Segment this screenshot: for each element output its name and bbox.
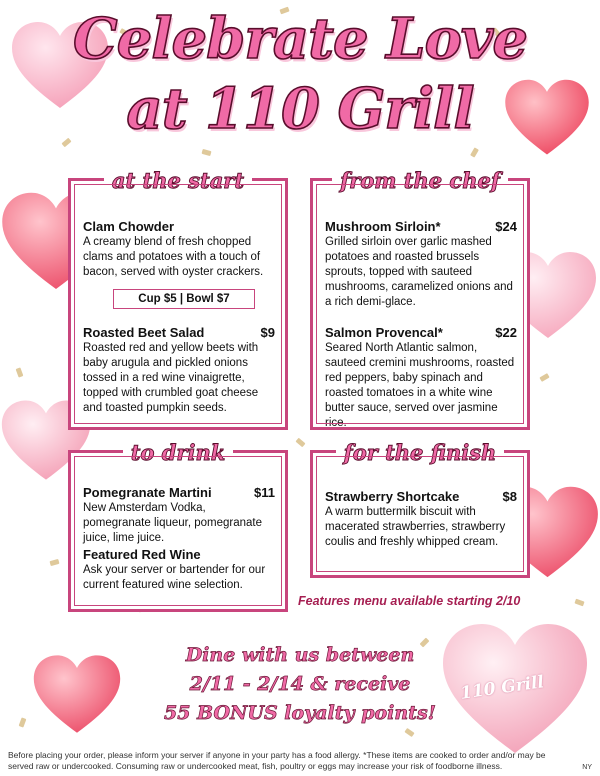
confetti bbox=[50, 559, 60, 566]
confetti bbox=[16, 367, 24, 377]
page-title-line1: Celebrate Love bbox=[73, 6, 527, 72]
section-to-drink bbox=[68, 440, 288, 612]
item-name: Featured Red Wine bbox=[83, 547, 201, 562]
section-heading: for the finish bbox=[336, 440, 505, 465]
item-description: Roasted red and yellow beets with baby arugula and pickled onions tossed in a red wine vinaigrette, topped with crumbled goat cheese and toasted pumpkin seeds. bbox=[83, 342, 259, 414]
menu-item bbox=[83, 325, 275, 416]
item-name: Roasted Beet Salad bbox=[83, 325, 205, 340]
confetti bbox=[295, 438, 305, 448]
item-description: Ask your server or bartender for our current featured wine selection. bbox=[83, 564, 266, 591]
section-heading: from the chef bbox=[332, 168, 508, 193]
item-price: $9 bbox=[260, 325, 275, 340]
section-at-the-start bbox=[68, 168, 288, 430]
menu-item bbox=[83, 547, 275, 593]
item-description: A warm buttermilk biscuit with macerated strawberries, strawberry coulis and freshly whipped cream. bbox=[325, 506, 506, 548]
promo-line3: 55 BONUS loyalty points! bbox=[164, 702, 436, 724]
item-price: $22 bbox=[495, 325, 517, 340]
menu-item bbox=[325, 325, 517, 431]
item-price: $24 bbox=[495, 219, 517, 234]
item-price: $8 bbox=[502, 489, 517, 504]
cup-bowl-price: Cup $5 | Bowl $7 bbox=[113, 289, 255, 309]
section-heading: to drink bbox=[123, 440, 234, 465]
page-title-line2: at 110 Grill bbox=[126, 76, 474, 142]
confetti bbox=[470, 147, 479, 157]
item-description: A creamy blend of fresh chopped clams and potatoes with a touch of bacon, served with oyster crackers. bbox=[83, 236, 264, 278]
item-name: Clam Chowder bbox=[83, 219, 175, 234]
menu-item bbox=[83, 485, 275, 546]
item-name: Strawberry Shortcake bbox=[325, 489, 460, 504]
features-note: Features menu available starting 2/10 bbox=[298, 594, 521, 608]
promo-line2: 2/11 - 2/14 & receive bbox=[189, 673, 411, 695]
promo-line1: Dine with us between bbox=[185, 644, 415, 666]
section-for-the-finish bbox=[310, 440, 530, 578]
item-name: Salmon Provencal* bbox=[325, 325, 443, 340]
confetti bbox=[202, 149, 212, 156]
item-name: Mushroom Sirloin* bbox=[325, 219, 441, 234]
item-description: Grilled sirloin over garlic mashed potatoes and roasted brussels sprouts, topped with sauteed mushrooms, caramelized onions and a rich demi-glace. bbox=[325, 236, 513, 308]
item-description: Seared North Atlantic salmon, sauteed cremini mushrooms, roasted red peppers, baby spinach and roasted tomatoes in a white wine butter sauce, served over jasmine rice. bbox=[325, 342, 515, 429]
menu-item bbox=[83, 219, 275, 280]
menu-item bbox=[325, 489, 517, 550]
item-description: New Amsterdam Vodka, pomegranate liqueur, pomegranate juice, lime juice. bbox=[83, 502, 263, 544]
ny-mark: NY bbox=[582, 764, 592, 771]
confetti bbox=[404, 728, 414, 737]
item-price: $11 bbox=[254, 485, 275, 500]
allergy-disclaimer: Before placing your order, please inform your server if anyone in your party has a food allergy. *These items are cooked to order and/or may be served raw or undercooked. Consuming raw or undercooked meat, fish, poultry or eggs may increase your risk of foodborne illness. bbox=[8, 750, 546, 771]
item-name: Pomegranate Martini bbox=[83, 485, 212, 500]
brand-logo: 110 Grill bbox=[459, 672, 546, 704]
section-heading: at the start bbox=[104, 168, 252, 193]
confetti bbox=[539, 373, 549, 382]
section-from-the-chef bbox=[310, 168, 530, 430]
confetti bbox=[574, 599, 584, 607]
menu-item bbox=[325, 219, 517, 310]
